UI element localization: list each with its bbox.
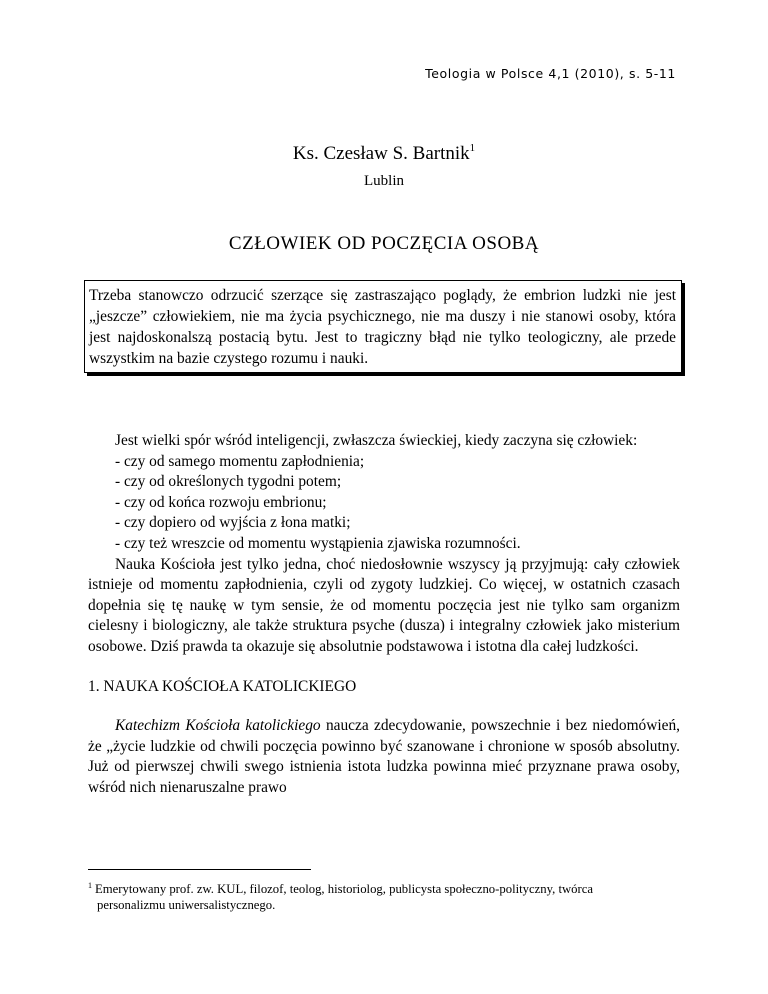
footnote-line-1 xyxy=(88,881,680,897)
footnote-divider xyxy=(88,869,311,870)
list-item: - czy od samego momentu zapłodnienia; xyxy=(115,452,365,470)
section-body xyxy=(88,716,680,798)
author-name xyxy=(0,143,768,165)
body-paragraph: Nauka Kościoła jest tylko jedna, choć niedosłownie wszyscy ją przyjmują: cały człowiek istnieje od momentu zapłodnienia, czyli od zygoty ludzkiej. Co więcej, w ostatnich czasach dopełnia się tę naukę w tym sensie, że od momentu poczęcia jest nie tylko sam organizm cielesny i biologiczny, ale także struktura psyche (dusza) i integralny człowiek jako misterium osobowe. Dziś prawda ta okazuje się absolutnie podstawowa i istotna dla całej ludzkości. xyxy=(88,555,680,655)
author-affiliation: Lublin xyxy=(364,173,404,189)
footnote-text: Emerytowany prof. zw. KUL, filozof, teolog, historiolog, publicysta społeczno-polityczny, twórca xyxy=(95,882,593,896)
footnote-line-2: personalizmu uniwersalistycznego. xyxy=(97,898,276,912)
journal-header: Teologia w Polsce 4,1 (2010), s. 5-11 xyxy=(425,66,676,81)
abstract-box xyxy=(84,280,682,373)
catechism-title: Katechizm Kościoła katolickiego xyxy=(115,717,321,734)
footnote-reference[interactable]: 1 xyxy=(469,142,476,154)
article-body-intro xyxy=(88,431,680,658)
list-item: - czy dopiero od wyjścia z łona matki; xyxy=(115,514,351,532)
author-name-text: Ks. Czesław S. Bartnik xyxy=(292,143,470,164)
section-heading: 1. NAUKA KOŚCIOŁA KATOLICKIEGO xyxy=(88,678,357,695)
list-item: - czy od końca rozwoju embrionu; xyxy=(115,493,327,511)
article-title: CZŁOWIEK OD POCZĘCIA OSOBĄ xyxy=(228,233,540,254)
list-item: - czy od określonych tygodni potem; xyxy=(115,473,342,491)
abstract-text: Trzeba stanowczo odrzucić szerzące się zastraszająco poglądy, że embrion ludzki nie jest „jeszcze” człowiekiem, nie ma życia psychicznego, nie ma duszy i nie stanowi osoby, która jest najdoskonalszą postacią bytu. Jest to tragiczny błąd nie tylko teologiczny, ale przede wszystkim na bazie czystego rozumu i nauki. xyxy=(89,287,676,367)
list-item: - czy też wreszcie od momentu wystąpienia zjawiska rozumności. xyxy=(115,534,521,552)
footnote xyxy=(88,881,680,913)
intro-paragraph: Jest wielki spór wśród inteligencji, zwłaszcza świeckiej, kiedy zaczyna się człowiek: xyxy=(115,432,638,449)
section-paragraph-text: naucza zdecydowanie, powszechnie i bez niedomówień, że „życie ludzkie od chwili poczęcia powinno być szanowane i chronione w sposób absolutny. Już od pierwszej chwili swego istnienia istota ludzka powinna mieć przyznane prawa osoby, wśród nich nienaruszalne prawo xyxy=(88,717,681,796)
footnote-mark: 1 xyxy=(88,881,92,890)
section-paragraph xyxy=(88,716,680,798)
